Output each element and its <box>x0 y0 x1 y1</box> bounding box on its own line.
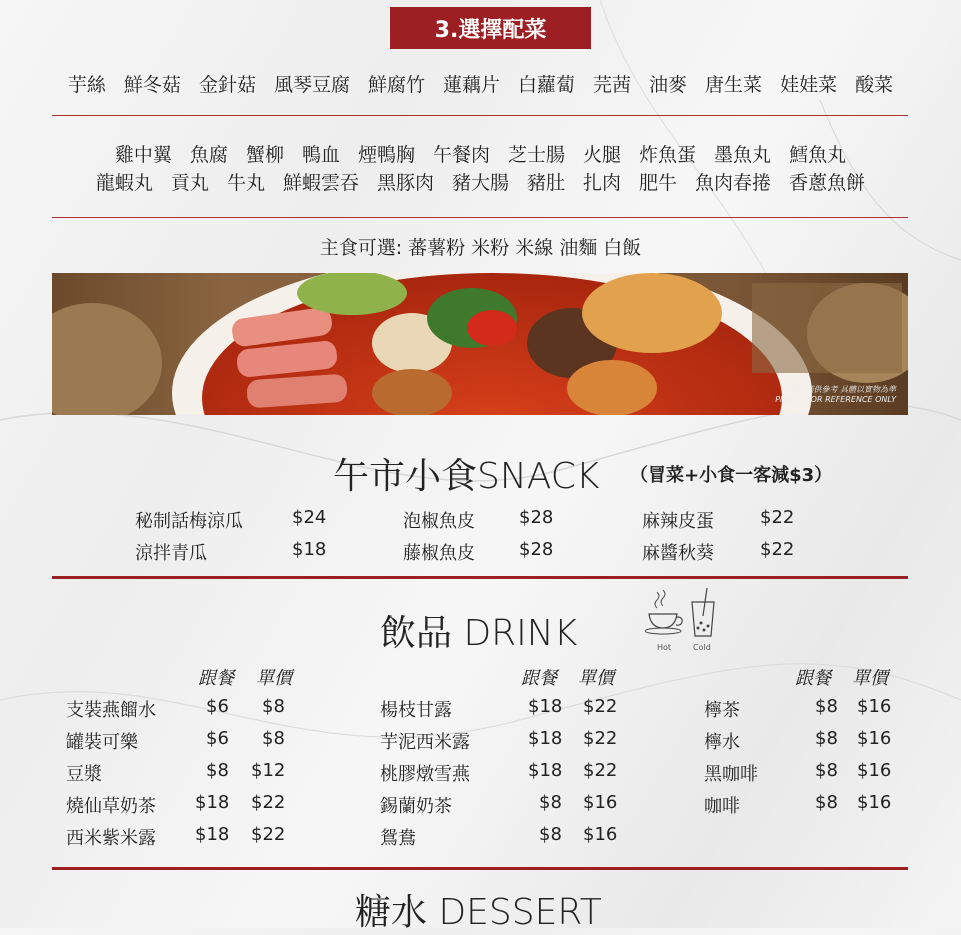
drink-unit-price: $16 <box>583 824 618 845</box>
section-title-sides: 3.選擇配菜 <box>390 7 591 49</box>
divider <box>52 576 908 579</box>
food-photo <box>52 273 908 415</box>
list-item: 雞中翼 <box>114 144 172 166</box>
list-item: 鴨血 <box>301 144 340 166</box>
snack-item-price: $28 <box>519 507 554 528</box>
list-item: 油麥 <box>649 74 688 96</box>
list-item: 白蘿蔔 <box>518 74 576 96</box>
list-item: 牛丸 <box>226 172 265 194</box>
drink-set-price: $6 <box>206 728 229 749</box>
list-item: 風琴豆腐 <box>273 74 350 96</box>
drink-name: 豆漿 <box>66 764 102 785</box>
snack-discount-note: （冒菜+小食一客減$3） <box>630 465 833 486</box>
drink-unit-price: $16 <box>857 760 892 781</box>
drink-set-price: $8 <box>815 792 838 813</box>
list-item: 龍蝦丸 <box>95 172 153 194</box>
drink-name: 燒仙草奶茶 <box>66 796 156 817</box>
snack-item-name: 麻辣皮蛋 <box>642 511 714 532</box>
list-item: 魚腐 <box>189 144 228 166</box>
list-item: 豬肚 <box>527 172 566 194</box>
photo-disclaimer <box>775 385 896 405</box>
list-item: 鱈魚丸 <box>789 144 847 166</box>
drink-name: 罐裝可樂 <box>66 732 138 753</box>
drink-set-price: $8 <box>815 696 838 717</box>
list-item: 鮮蝦雲吞 <box>282 172 359 194</box>
snack-item-price: $22 <box>760 507 795 528</box>
drink-name: 楊枝甘露 <box>380 700 452 721</box>
drink-name: 西米紫米露 <box>66 828 156 849</box>
list-item: 煙鴨胸 <box>357 144 415 166</box>
snack-item-price: $28 <box>519 539 554 560</box>
drink-name: 芋泥西米露 <box>380 732 470 753</box>
list-item: 香蔥魚餅 <box>789 172 866 194</box>
drink-name: 桃膠燉雪燕 <box>380 764 470 785</box>
list-item: 豬大腸 <box>451 172 509 194</box>
drink-name: 支裝燕餾水 <box>66 700 156 721</box>
drink-set-price: $8 <box>539 824 562 845</box>
snack-item-name: 秘制話梅涼瓜 <box>135 511 243 532</box>
hot-label: Hot <box>657 643 672 652</box>
drink-name: 錫蘭奶茶 <box>380 796 452 817</box>
snack-item-price: $24 <box>292 507 327 528</box>
meat-row-1 <box>0 140 961 167</box>
list-item: 芋絲 <box>67 74 106 96</box>
list-item: 黑豚肉 <box>376 172 434 194</box>
drink-set-price: $6 <box>206 696 229 717</box>
drink-unit-price: $22 <box>251 824 286 845</box>
col-header-unit: 單價 <box>256 668 292 689</box>
drink-unit-price: $12 <box>251 760 286 781</box>
drink-set-price: $8 <box>539 792 562 813</box>
drink-unit-price: $8 <box>262 696 285 717</box>
col-header-set: 跟餐 <box>795 668 831 689</box>
list-item: 肥牛 <box>639 172 678 194</box>
divider <box>52 217 908 218</box>
drink-set-price: $8 <box>815 728 838 749</box>
col-header-set: 跟餐 <box>521 668 557 689</box>
drink-set-price: $8 <box>815 760 838 781</box>
list-item: 蟹柳 <box>245 144 284 166</box>
drink-unit-price: $22 <box>583 728 618 749</box>
drink-title: 飲品 DRINK <box>380 613 578 654</box>
snack-title: 午市小食SNACK <box>333 456 600 497</box>
list-item: 鮮冬菇 <box>123 74 181 96</box>
drink-unit-price: $8 <box>262 728 285 749</box>
list-item: 芫茜 <box>593 74 632 96</box>
list-item: 酸菜 <box>855 74 894 96</box>
list-item: 午餐肉 <box>432 144 490 166</box>
hot-cold-drink-icon <box>645 586 725 642</box>
list-item: 墨魚丸 <box>714 144 772 166</box>
meat-row-2 <box>0 168 961 195</box>
drink-set-price: $18 <box>528 760 563 781</box>
snack-item-name: 麻醬秋葵 <box>642 543 714 564</box>
list-item: 金針菇 <box>198 74 256 96</box>
snack-item-name: 泡椒魚皮 <box>403 511 475 532</box>
snack-item-name: 藤椒魚皮 <box>403 543 475 564</box>
drink-unit-price: $22 <box>583 696 618 717</box>
snack-item-price: $22 <box>760 539 795 560</box>
drink-unit-price: $16 <box>857 792 892 813</box>
drink-set-price: $18 <box>195 792 230 813</box>
photo-note-cn: 圖片僅供參考 具體以實物為準 <box>789 385 896 394</box>
vegetable-row <box>0 70 961 97</box>
list-item: 唐生菜 <box>705 74 763 96</box>
list-item: 芝士腸 <box>508 144 566 166</box>
drink-set-price: $18 <box>195 824 230 845</box>
drink-name: 黑咖啡 <box>704 764 758 785</box>
list-item: 貢丸 <box>170 172 209 194</box>
list-item: 蓮藕片 <box>442 74 500 96</box>
photo-note-en: PHOTO FOR REFERENCE ONLY <box>775 395 896 404</box>
drink-name: 咖啡 <box>704 796 740 817</box>
drink-name: 檸茶 <box>704 700 740 721</box>
list-item: 鮮腐竹 <box>367 74 425 96</box>
divider <box>52 867 908 870</box>
drink-set-price: $18 <box>528 728 563 749</box>
drink-unit-price: $22 <box>583 760 618 781</box>
drink-unit-price: $16 <box>583 792 618 813</box>
drink-unit-price: $22 <box>251 792 286 813</box>
divider <box>52 115 908 116</box>
list-item: 娃娃菜 <box>780 74 838 96</box>
drink-name: 鴛鴦 <box>380 828 416 849</box>
snack-item-name: 涼拌青瓜 <box>135 543 207 564</box>
drink-unit-price: $16 <box>857 728 892 749</box>
drink-unit-price: $16 <box>857 696 892 717</box>
drink-name: 檸水 <box>704 732 740 753</box>
drink-set-price: $18 <box>528 696 563 717</box>
staple-options: 主食可選: 蕃薯粉 米粉 米線 油麵 白飯 <box>319 237 642 259</box>
drink-set-price: $8 <box>206 760 229 781</box>
snack-item-price: $18 <box>292 539 327 560</box>
list-item: 扎肉 <box>583 172 622 194</box>
dessert-title: 糖水 DESSERT <box>355 892 602 933</box>
col-header-set: 跟餐 <box>198 668 234 689</box>
list-item: 炸魚蛋 <box>639 144 697 166</box>
list-item: 魚肉春捲 <box>695 172 772 194</box>
col-header-unit: 單價 <box>578 668 614 689</box>
cold-label: Cold <box>693 643 711 652</box>
list-item: 火腿 <box>583 144 622 166</box>
col-header-unit: 單價 <box>852 668 888 689</box>
